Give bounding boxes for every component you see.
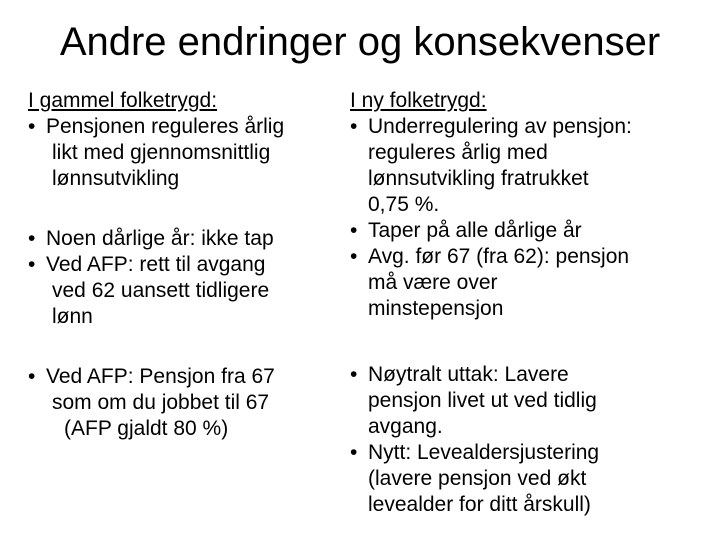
list-item-line: Noen dårlige år: ikke tap <box>46 227 274 250</box>
list-item <box>28 364 358 442</box>
list-item <box>28 226 358 252</box>
list-item-line: som om du jobbet til 67 <box>52 391 270 414</box>
list-item-line: Nøytralt uttak: Lavere <box>368 363 569 386</box>
right-column-heading: I ny folketrygd: <box>350 89 487 112</box>
list-item-line: reguleres årlig med <box>368 141 548 164</box>
bullet-icon: • <box>350 245 358 268</box>
list-item-line: lønn <box>52 305 93 328</box>
list-item-line: 0,75 %. <box>368 193 440 216</box>
list-item-line: (lavere pensjon ved økt <box>368 467 587 490</box>
list-item-line: Underregulering av pensjon: <box>368 115 632 138</box>
bullet-icon: • <box>28 253 36 276</box>
list-item-line: Pensjonen reguleres årlig <box>46 115 285 138</box>
left-block-1 <box>28 114 358 192</box>
bullet-icon: • <box>350 115 358 138</box>
right-block-1 <box>350 114 712 322</box>
right-column <box>350 88 712 516</box>
list-item <box>28 114 358 192</box>
list-item-line: minstepensjon <box>368 297 504 320</box>
list-item-line: ved 62 uansett tidligere <box>52 279 270 302</box>
list-item <box>350 440 712 518</box>
list-item-line: levealder for ditt årskull) <box>368 493 591 516</box>
list-item <box>28 252 358 330</box>
left-block-3 <box>28 364 358 442</box>
list-item <box>350 244 712 322</box>
list-item <box>350 218 712 244</box>
list-item-line: lønnsutvikling <box>52 167 180 190</box>
list-item-line: likt med gjennomsnittlig <box>52 141 271 164</box>
list-item-line: Ved AFP: Pensjon fra 67 <box>46 365 275 388</box>
list-item-line: avgang. <box>368 415 443 438</box>
list-item <box>350 114 712 218</box>
list-item <box>350 362 712 440</box>
bullet-icon: • <box>28 365 36 388</box>
list-item-line: må være over <box>368 271 498 294</box>
bullet-icon: • <box>350 219 358 242</box>
left-column <box>28 88 358 440</box>
left-block-2 <box>28 226 358 330</box>
bullet-icon: • <box>350 363 358 386</box>
list-item-line: Avg. før 67 (fra 62): pensjon <box>368 245 630 268</box>
list-item-line: Nytt: Levealdersjustering <box>368 441 600 464</box>
list-item-line: Taper på alle dårlige år <box>368 219 582 242</box>
slide-title: Andre endringer og konsekvenser <box>59 20 661 64</box>
list-item-line: (AFP gjaldt 80 %) <box>64 417 229 440</box>
list-item-line: lønnsutvikling fratrukket <box>368 167 589 190</box>
list-item-line: pensjon livet ut ved tidlig <box>368 389 597 412</box>
bullet-icon: • <box>28 227 36 250</box>
right-block-2 <box>350 362 712 518</box>
bullet-icon: • <box>28 115 36 138</box>
list-item-line: Ved AFP: rett til avgang <box>46 253 266 276</box>
left-column-heading: I gammel folketrygd: <box>28 89 218 112</box>
bullet-icon: • <box>350 441 358 464</box>
